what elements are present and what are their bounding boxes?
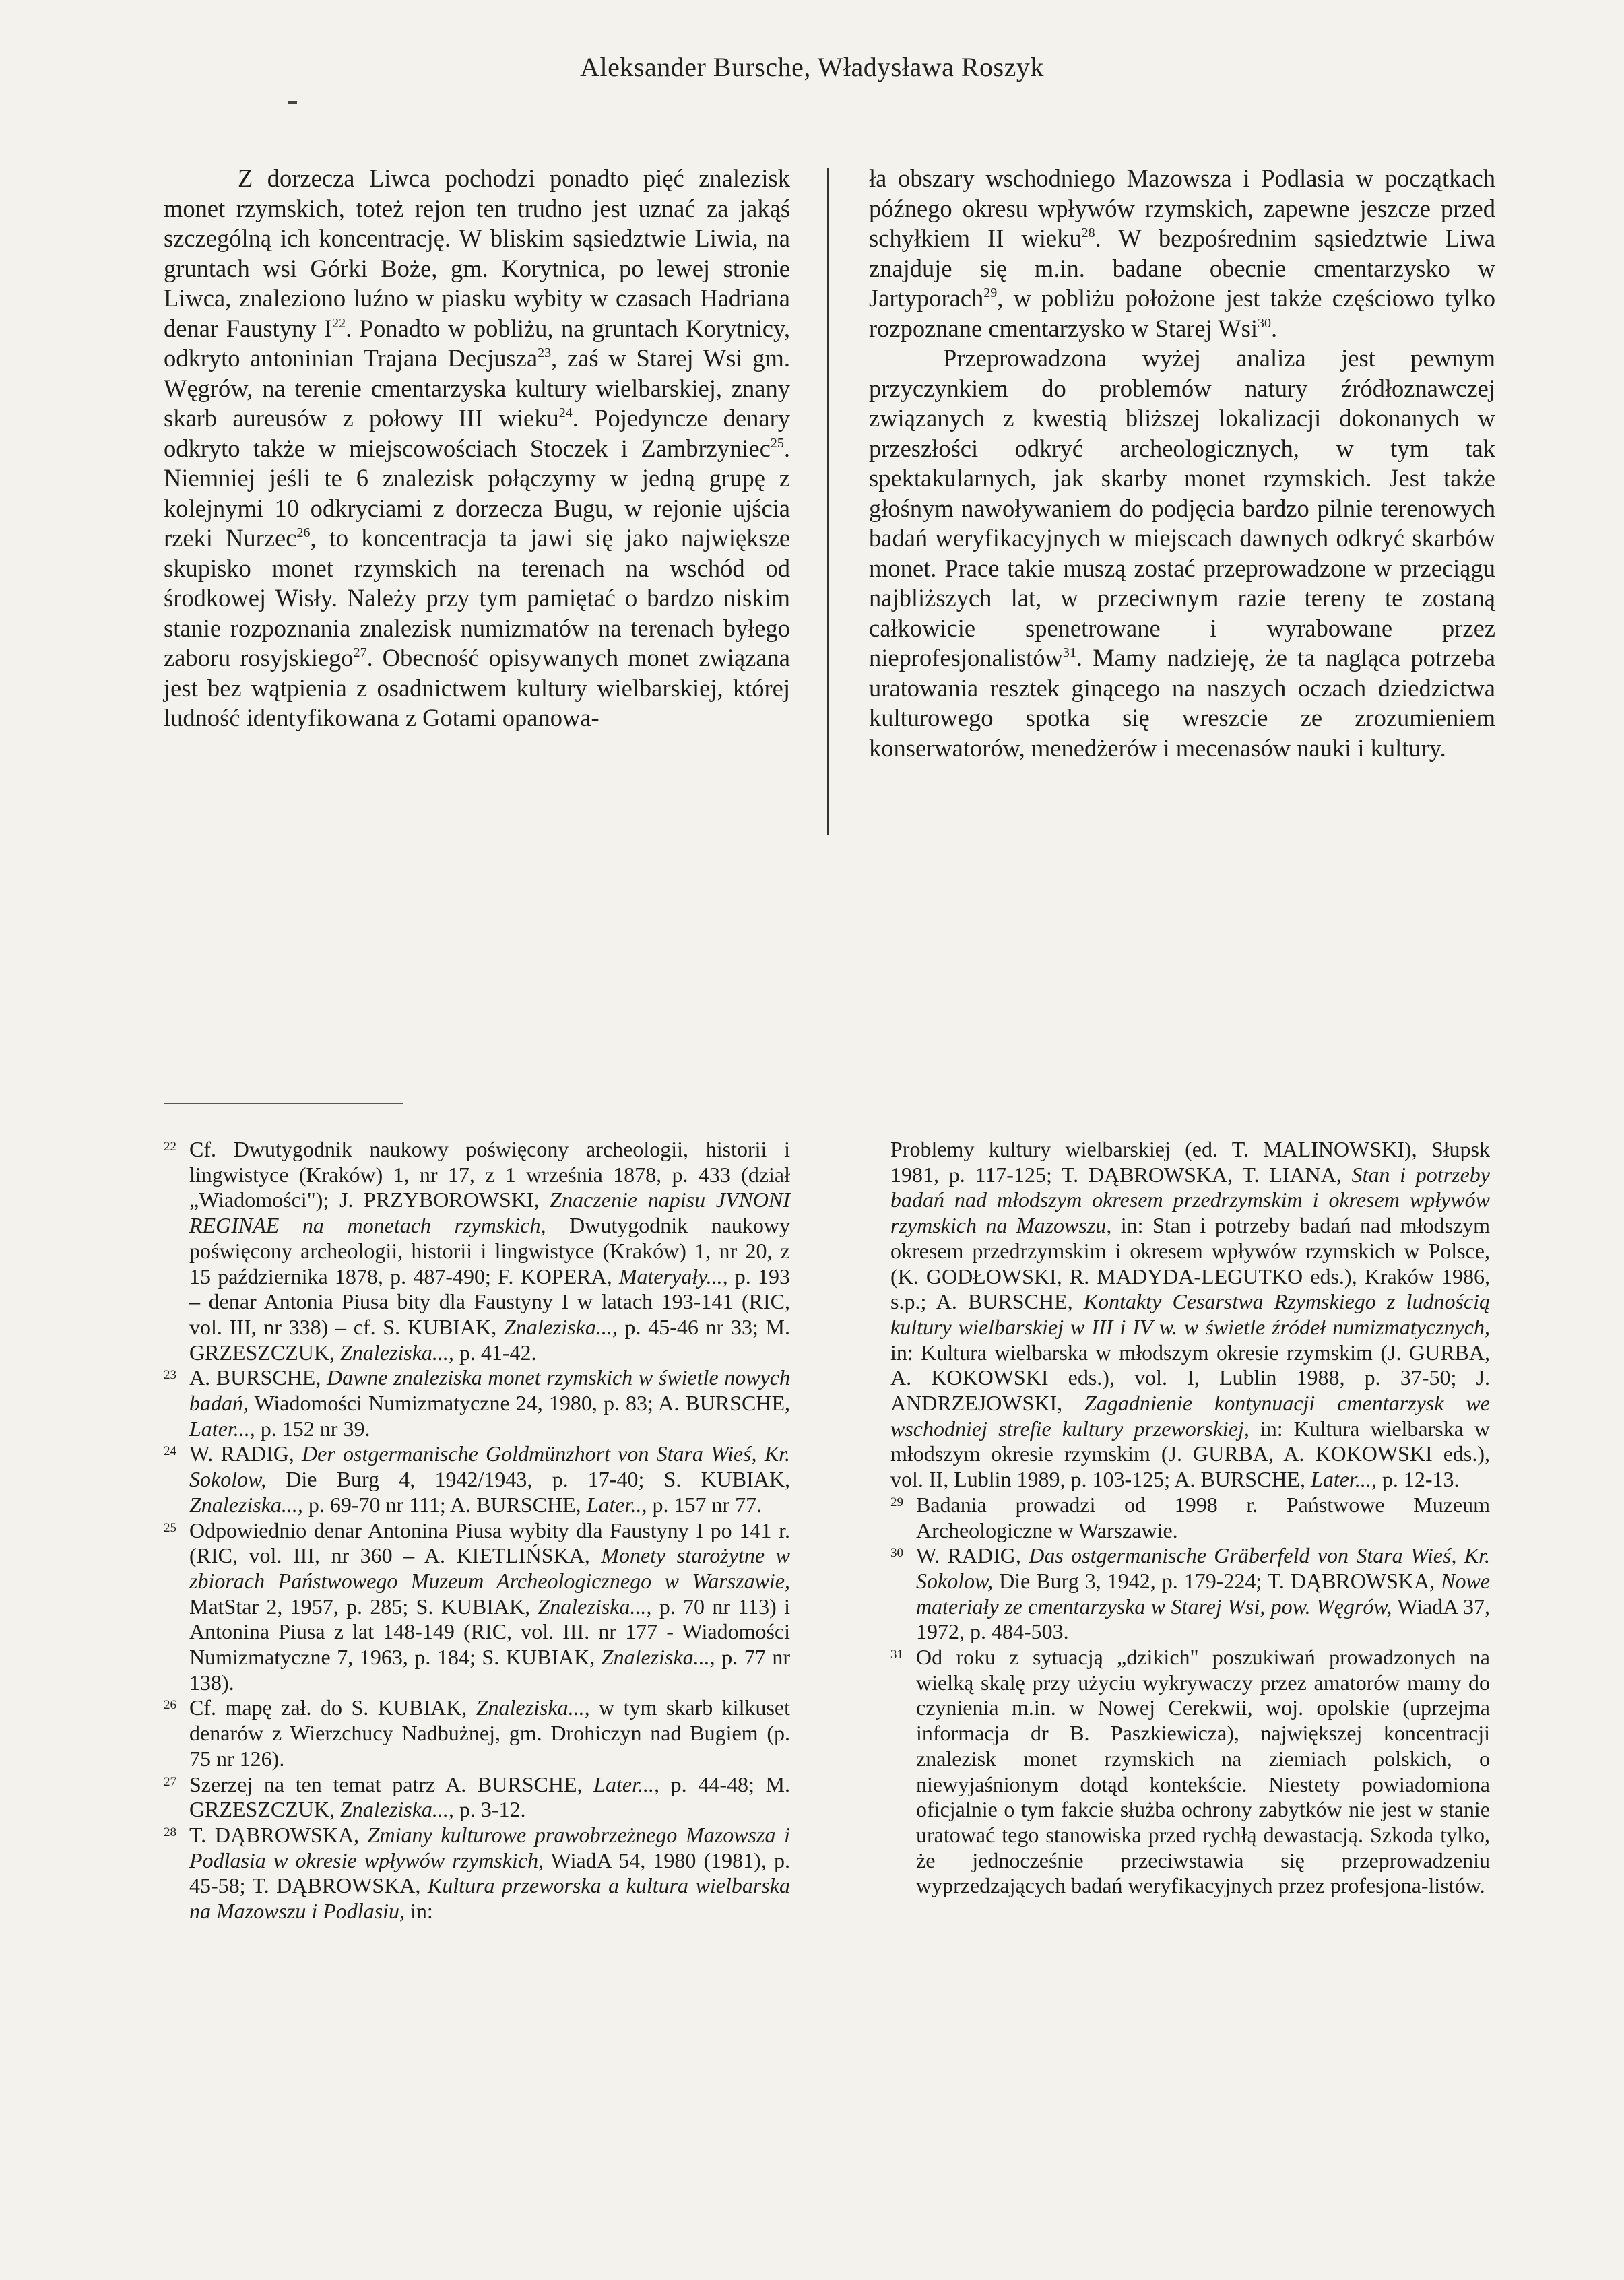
footnote-number: 29 bbox=[890, 1495, 903, 1509]
body-column-right bbox=[869, 164, 1495, 763]
footnote-ref[interactable]: 22 bbox=[332, 315, 346, 331]
margin-mark bbox=[288, 101, 297, 104]
footnotes-right bbox=[890, 1137, 1490, 1899]
footnote-number: 27 bbox=[164, 1774, 176, 1789]
paragraph: Z dorzecza Liwca pochodzi ponadto pięć znalezisk monet rzymskich, toteż rejon ten trudno jest uznać za jakąś szczególną ich koncentrację. W bliskim sąsiedztwie Liwia, na gruntach wsi Górki Boże, gm. Korytnica, po lewej stronie Liwca, znaleziono luźno w piasku wybity w czasach Hadriana denar Faustyny $I^{22}$. Ponadto w pobliżu, na gruntach Korytnicy, odkryto antoninian Trajana Decjusza$^{23}$, zaś w Starej Wsi gm. Węgrów, na terenie cmentarzyska kultury wielbarskiej, znany skarb aureusów z połowy III wieku$^{24}$. Pojedyncze denary odkryto także w miejscowościach Stoczek i Zambrzyniec$^{25}$. Niemniej jeśli te 6 znalezisk połączymy w jedną grupę z kolejnymi 10 odkryciami z dorzecza Bugu, w rejonie ujścia rzeki Nurzec$^{26}$, to koncentracja ta jawi się jako największe skupisko monet rzymskich na terenach na wschód od środkowej Wisły. Należy przy tym pamiętać o bardzo niskim stanie rozpoznania znalezisk numizmatów na terenach byłego zaboru rosyjskiego$^{27}$. Obecność opisywanych monet związana jest bez wątpienia z osadnictwem kultury wielbarskiej, której ludność identyfikowana z Gotami opanowa- bbox=[164, 164, 791, 731]
footnote-ref[interactable]: 29 bbox=[983, 286, 998, 300]
footnote-number: 26 bbox=[164, 1698, 176, 1713]
footnote-29: 29 Badania prowadzi od 1998 r. Państwowe Muzeum Archeologiczne w Warszawie. bbox=[890, 1492, 1490, 1542]
footnote-ref[interactable]: 31 bbox=[1062, 645, 1076, 660]
paragraph: Przeprowadzona wyżej analiza jest pewnym przyczynkiem do problemów natury źródłoznawczej związanych z kwestią bliższej lokalizacji dokonanych w przeszłości odkryć archeologicznych, w tym tak spektakularnych, jak skarby monet rzymskich. Jest także głośnym nawoływaniem do podjęcia bardzo pilnie terenowych badań weryfikacyjnych w miejscach dawnych odkryć skarbów monet. Prace takie muszą zostać przeprowadzone w przeciągu najbliższych lat, w przeciwnym razie tereny te zostaną całkowicie spenetrowane i wyrabowane przez nieprofesjonalistów$^{31}$. Mamy nadzieję, że ta nagląca potrzeba uratowania resztek ginącego na naszych oczach dziedzictwa kulturowego spotka się wreszcie ze zrozumieniem konserwatorów, menedżerów i mecenasów nauki i kultury. bbox=[869, 344, 1495, 762]
footnote-ref[interactable]: 24 bbox=[558, 405, 573, 420]
footnote-number: 28 bbox=[164, 1825, 176, 1839]
footnotes-left bbox=[164, 1137, 790, 1924]
footnote-number: 25 bbox=[164, 1520, 176, 1535]
footnote-separator bbox=[164, 1103, 403, 1104]
running-header: Aleksander Bursche, Władysława Roszyk bbox=[580, 52, 1044, 82]
footnote-28: 28 T. DĄBROWSKA, Zmiany kulturowe prawobrzeżnego Mazowsza i Podlasia w okresie wpływów rzymskich, WiadA 54, 1980 (1981), p. 45-58; T. DĄBROWSKA, Kultura przeworska a kultura wielbarska na Mazowszu i Podlasiu, in: bbox=[164, 1822, 791, 1924]
footnote-26: 26 Cf. mapę zał. do S. KUBIAK, Znaleziska..., w tym skarb kilkuset denarów z Wierzchucy Nadbużnej, gm. Drohiczyn nad Bugiem (p. 75 nr 126). bbox=[164, 1695, 791, 1771]
footnote-number: 31 bbox=[890, 1648, 903, 1662]
footnote-ref[interactable]: 30 bbox=[1258, 315, 1272, 331]
footnote-number: 24 bbox=[164, 1444, 176, 1459]
footnote-27: 27 Szerzej na ten temat patrz A. BURSCHE, Later..., p. 44-48; M. GRZESZCZUK, Znaleziska..., p. 3-12. bbox=[164, 1771, 791, 1822]
footnote-number: 30 bbox=[890, 1546, 903, 1561]
footnote-25: 25 Odpowiednio denar Antonina Piusa wybity dla Faustyny I po 141 r. (RIC, vol. III, nr 360 – A. KIETLIŃSKA, Monety starożytne w zbiorach Państwowego Muzeum Archeologicznego w Warszawie, MatStar 2, 1957, p. 285; S. KUBIAK, Znaleziska..., p. 70 nr 113) i Antonina Piusa z lat 148-149 (RIC, vol. III. nr 177 - Wiadomości Numizmatyczne 7, 1963, p. 184; S. KUBIAK, Znaleziska..., p. 77 nr 138). bbox=[164, 1518, 791, 1695]
column-divider bbox=[827, 168, 829, 835]
footnote-number: 23 bbox=[164, 1368, 176, 1383]
body-column-left bbox=[164, 164, 790, 734]
footnote-ref[interactable]: 23 bbox=[538, 346, 552, 360]
footnote-number: 22 bbox=[164, 1140, 176, 1154]
footnote-ref[interactable]: 25 bbox=[770, 435, 784, 451]
footnote-30: 30 W. RADIG, Das ostgermanische Gräberfeld von Stara Wieś, Kr. Sokolow, Die Burg 3, 1942, p. 179-224; T. DĄBROWSKA, Nowe materiały ze cmentarzyska w Starej Wsi, pow. Węgrów, WiadA 37, 1972, p. 484-503. bbox=[890, 1543, 1491, 1644]
footnote-ref[interactable]: 27 bbox=[353, 645, 367, 660]
footnote-ref[interactable]: 28 bbox=[1081, 226, 1095, 240]
footnote-ref[interactable]: 26 bbox=[296, 525, 311, 540]
footnote-28-continued: Problemy kultury wielbarskiej (ed. T. MALINOWSKI), Słupsk 1981, p. 117-125; T. DĄBROWSKA, T. LIANA, Stan i potrzeby badań nad młodszym okresem przedrzymskim i okresem wpływów rzymskich na Mazowszu, in: Stan i potrzeby badań nad młodszym okresem przedrzymskim i okresem wpływów rzymskich w Polsce, (K. GODŁOWSKI, R. MADYDA-LEGUTKO eds.), Kraków 1986, s.p.; A. BURSCHE, Kontakty Cesarstwa Rzymskiego z ludnością kultury wielbarskiej w III i IV w. w świetle źródeł numizmatycznych, in: Kultura wielbarska w młodszym okresie rzymskim (J. GURBA, A. KOKOWSKI eds.), vol. I, Lublin 1988, p. 37-50; J. ANDRZEJOWSKI, Zagadnienie kontynuacji cmentarzysk we wschodniej strefie kultury przeworskiej, in: Kultura wielbarska w młodszym okresie rzymskim (J. GURBA, A. KOKOWSKI eds.), vol. II, Lublin 1989, p. 103-125; A. BURSCHE, Later..., p. 12-13. bbox=[890, 1137, 1491, 1492]
footnote-22: 22 Cf. Dwutygodnik naukowy poświęcony archeologii, historii i lingwistyce (Kraków) 1, nr 17, z 1 września 1878, p. 433 (dział „Wiadomości"); J. PRZYBOROWSKI, Znaczenie napisu JVNONI REGINAE na monetach rzymskich, Dwutygodnik naukowy poświęcony archeologii, historii i lingwistyce (Kraków) 1, nr 20, z 15 października 1878, p. 487-490; F. KOPERA, Materyały..., p. 193 – denar Antonia Piusa bity dla Faustyny I w latach 193-141 (RIC, vol. III, nr 338) – cf. S. KUBIAK, Znaleziska..., p. 45-46 nr 33; M. GRZESZCZUK, Znaleziska..., p. 41-42. bbox=[164, 1137, 791, 1365]
footnote-31: 31 Od roku z sytuacją „dzikich" poszukiwań prowadzonych na wielką skalę przy użyciu wykrywaczy przez amatorów mamy do czynienia m.in. w Nowej Cerekwii, woj. opolskie (uprzejma informacja dr B. Paszkiewicza), największej koncentracji znalezisk monet rzymskich na ziemiach polskich, o niewyjaśnionym dotąd kontekście. Niestety powiadomiona oficjalnie o tym fakcie służba ochrony zabytków nie jest w stanie uratować tego stanowiska przed rychłą dewastacją. Szkoda tylko, że jednocześnie przeciwstawia się przeprowadzeniu wyprzedzających badań weryfikacyjnych przez profesjona-listów. bbox=[890, 1645, 1490, 1898]
footnote-23: 23 A. BURSCHE, Dawne znaleziska monet rzymskich w świetle nowych badań, Wiadomości Numizmatyczne 24, 1980, p. 83; A. BURSCHE, Later..., p. 152 nr 39. bbox=[164, 1365, 791, 1441]
footnote-24: 24 W. RADIG, Der ostgermanische Goldmünzhort von Stara Wieś, Kr. Sokolow, Die Burg 4, 1942/1943, p. 17-40; S. KUBIAK, Znaleziska..., p. 69-70 nr 111; A. BURSCHE, Later.., p. 157 nr 77. bbox=[164, 1441, 791, 1517]
paragraph: ła obszary wschodniego Mazowsza i Podlasia w początkach późnego okresu wpływów rzymskich, zapewne jeszcze przed schyłkiem II wieku$^{28}$. W bezpośrednim sąsiedztwie Liwa znajduje się m.in. badane obecnie cmentarzysko w Jartyporach$^{29}$, w pobliżu położone jest także częściowo tylko rozpoznane cmentarzysko w Starej Wsi$^{30}$. bbox=[869, 164, 1495, 342]
